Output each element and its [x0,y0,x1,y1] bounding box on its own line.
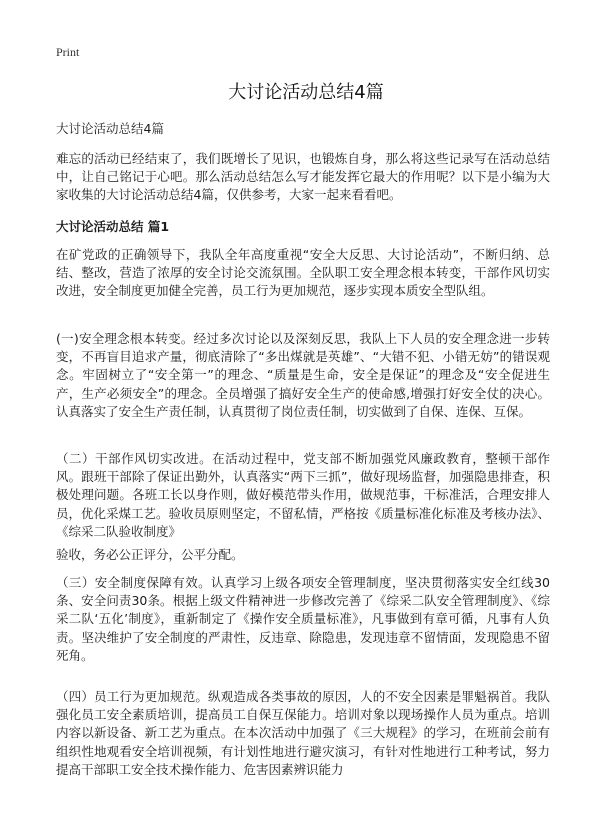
body-paragraph: 在矿党政的正确领导下，我队全年高度重视“安全大反思、大讨论活动”，不断归纳、总结、整改，营造了浓厚的安全讨论交流氛围。全队职工安全理念根本转变，干部作风切实改进，安全制度更加健全完善，员工行为更加规范，逐步实现本质安全型队组。 [56,247,550,299]
body-paragraph: （三）安全制度保障有效。认真学习上级各项安全管理制度，坚决贯彻落实安全红线30条、安全问责30条。根据上级文件精神进一步修改完善了《综采二队安全管理制度》、《综采二队‘五化’制度》，重新制定了《操作安全质量标准》，凡事做到有章可循，凡事有人负责。坚决维护了安全制度的严肃性，反违章、除隐患，发现违章不留情面，发现隐患不留死角。 [56,575,550,663]
body-paragraph: (一)安全理念根本转变。经过多次讨论以及深刻反思，我队上下人员的安全理念进一步转变，不再盲目追求产量，彻底清除了“多出煤就是英雄”、“大错不犯、小错无妨”的错误观念。牢固树立了“安全第一”的理念、“质量是生命，安全是保证”的理念及“安全促进生产，生产必须安全”的理念。全员增强了搞好安全生产的使命感,增强打好安全仗的决心。认真落实了安全生产责任制，认真贯彻了岗位责任制，切实做到了自保、连保、互保。 [56,331,550,419]
body-paragraph: （四）员工行为更加规范。纵观造成各类事故的原因，人的不安全因素是罪魁祸首。我队强化员工安全素质培训，提高员工自保互保能力。培训对象以现场操作人员为重点。培训内容以新设备、新工艺为重点。在本次活动中加强了《三大规程》的学习，在班前会前有组织性地观看安全培训视频，有计划性地进行避灾演习，有针对性地进行工种考试，努力提高干部职工安全技术操作能力、危害因素辨识能力 [56,689,550,777]
body-paragraph: 验收，务必公正评分，公平分配。 [56,547,244,562]
document-page [56,0,556,828]
print-link[interactable]: Print [56,45,80,59]
document-title: 大讨论活动总结4篇 [228,82,384,103]
intro-paragraph: 难忘的活动已经结束了，我们既增长了见识，也锻炼自身，那么将这些记录写在活动总结中，让自己铭记于心吧。那么活动总结怎么写才能发挥它最大的作用呢？以下是小编为大家收集的大讨论活动总结4篇，仅供参考，大家一起来看看吧。 [56,151,550,202]
body-paragraph: （二）干部作风切实改进。在活动过程中，党支部不断加强党风廉政教育，整顿干部作风。跟班干部除了保证出勤外，认真落实“两下三抓”，做好现场监督，加强隐患排查，积极处理问题。各班工长以身作则，做好模范带头作用，做规范事，干标准活，合理安排人员，优化采煤工艺。验收员原则坚定，不留私情，严格按《质量标准化标准及考核办法》、《综采二队验收制度》 [56,451,550,539]
document-subtitle: 大讨论活动总结4篇 [56,121,164,136]
section-heading: 大讨论活动总结 篇1 [56,219,170,234]
